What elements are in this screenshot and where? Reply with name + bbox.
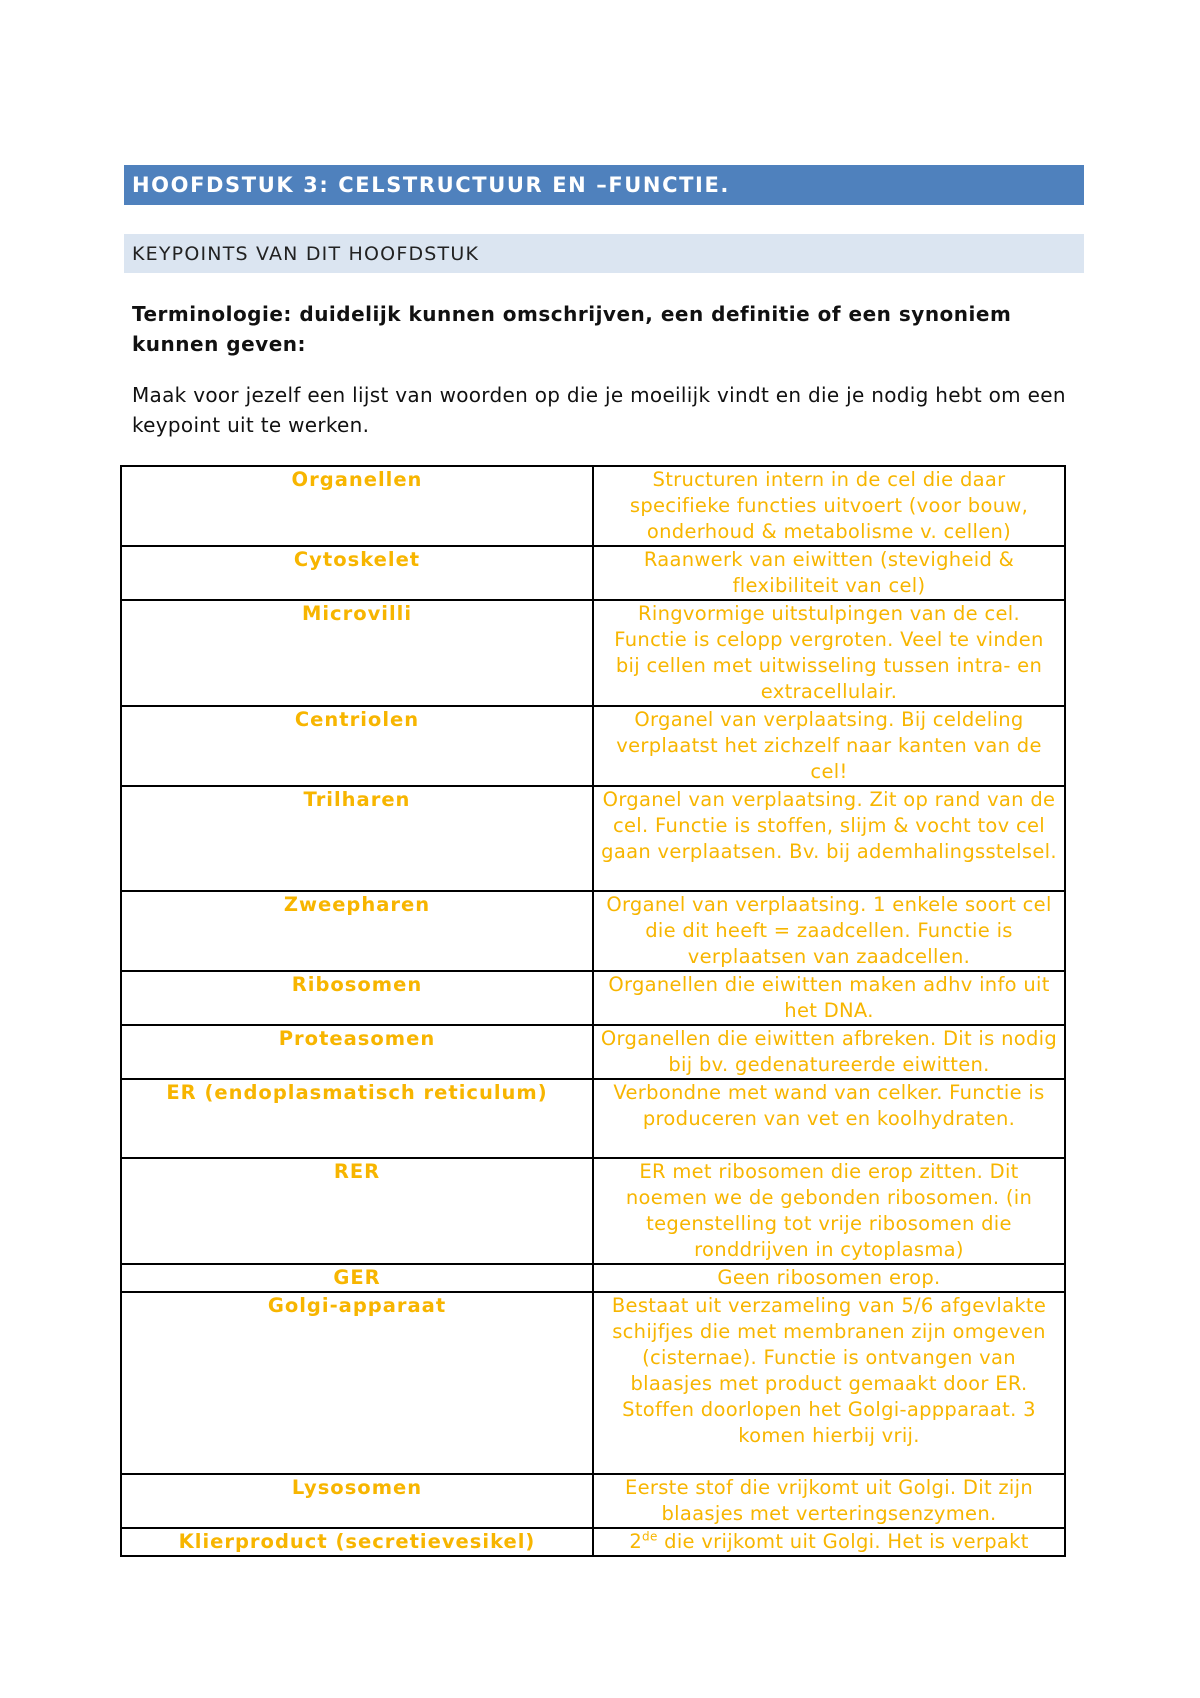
definition-cell: Verbondne met wand van celker. Functie is produceren van vet en koolhydraten. <box>593 1079 1065 1158</box>
term-cell: Centriolen <box>121 706 593 786</box>
table-row <box>121 1264 1065 1292</box>
term-cell: ER (endoplasmatisch reticulum) <box>121 1079 593 1158</box>
table-row <box>121 546 1065 600</box>
term-cell: GER <box>121 1264 593 1292</box>
term-cell: RER <box>121 1158 593 1264</box>
definition-cell: Bestaat uit verzameling van 5/6 afgevlakte schijfjes die met membranen zijn omgeven (cisternae). Functie is ontvangen van blaasjes met product gemaakt door ER. Stoffen doorlopen het Golgi-appparaat. 3 komen hierbij vrij. <box>593 1292 1065 1474</box>
definition-cell: Organel van verplaatsing. 1 enkele soort cel die dit heeft = zaadcellen. Functie is verplaatsen van zaadcellen. <box>593 891 1065 971</box>
term-cell: Golgi-apparaat <box>121 1292 593 1474</box>
definition-cell: Organel van verplaatsing. Bij celdeling verplaatst het zichzelf naar kanten van de cel! <box>593 706 1065 786</box>
section-heading: KEYPOINTS VAN DIT HOOFDSTUK <box>124 234 1084 273</box>
table-row <box>121 786 1065 891</box>
term-cell: Klierproduct (secretievesikel) <box>121 1528 593 1556</box>
table-row <box>121 1474 1065 1528</box>
table-row <box>121 466 1065 546</box>
table-row <box>121 971 1065 1025</box>
definition-text: die vrijkomt uit Golgi. Het is verpakt <box>657 1530 1029 1553</box>
term-cell: Zweepharen <box>121 891 593 971</box>
definition-superscript: de <box>642 1529 658 1544</box>
instruction-paragraph: Maak voor jezelf een lijst van woorden op die je moeilijk vindt en die je nodig hebt om een keypoint uit te werken. <box>132 383 1066 437</box>
table-row <box>121 1528 1065 1556</box>
definition-cell: Organellen die eiwitten maken adhv info uit het DNA. <box>593 971 1065 1025</box>
definition-cell: Eerste stof die vrijkomt uit Golgi. Dit zijn blaasjes met verteringsenzymen. <box>593 1474 1065 1528</box>
definition-cell: Geen ribosomen erop. <box>593 1264 1065 1292</box>
chapter-heading: HOOFDSTUK 3: CELSTRUCTUUR EN –FUNCTIE. <box>124 165 1084 205</box>
terms-table <box>120 465 1066 1557</box>
definition-cell: Structuren intern in de cel die daar specifieke functies uitvoert (voor bouw, onderhoud & metabolisme v. cellen) <box>593 466 1065 546</box>
table-row <box>121 600 1065 706</box>
definition-cell: Organellen die eiwitten afbreken. Dit is nodig bij bv. gedenatureerde eiwitten. <box>593 1025 1065 1079</box>
definition-cell: Organel van verplaatsing. Zit op rand van de cel. Functie is stoffen, slijm & vocht tov cel gaan verplaatsen. Bv. bij ademhalingsstelsel. <box>593 786 1065 891</box>
table-row <box>121 706 1065 786</box>
table-row <box>121 891 1065 971</box>
terminology-heading: Terminologie: duidelijk kunnen omschrijven, een definitie of een synoniem kunnen geven: <box>132 302 1012 356</box>
term-cell: Lysosomen <box>121 1474 593 1528</box>
table-row <box>121 1292 1065 1474</box>
definition-cell: Ringvormige uitstulpingen van de cel. Functie is celopp vergroten. Veel te vinden bij cellen met uitwisseling tussen intra- en extracellulair. <box>593 600 1065 706</box>
term-cell: Microvilli <box>121 600 593 706</box>
term-cell: Cytoskelet <box>121 546 593 600</box>
term-cell: Trilharen <box>121 786 593 891</box>
table-row <box>121 1025 1065 1079</box>
definition-cell: Raanwerk van eiwitten (stevigheid & flexibiliteit van cel) <box>593 546 1065 600</box>
definition-prefix: 2 <box>629 1530 643 1553</box>
term-cell: Proteasomen <box>121 1025 593 1079</box>
definition-cell <box>593 1528 1065 1556</box>
table-row <box>121 1079 1065 1158</box>
term-cell: Ribosomen <box>121 971 593 1025</box>
term-cell: Organellen <box>121 466 593 546</box>
table-row <box>121 1158 1065 1264</box>
definition-cell: ER met ribosomen die erop zitten. Dit noemen we de gebonden ribosomen. (in tegenstelling tot vrije ribosomen die ronddrijven in cytoplasma) <box>593 1158 1065 1264</box>
